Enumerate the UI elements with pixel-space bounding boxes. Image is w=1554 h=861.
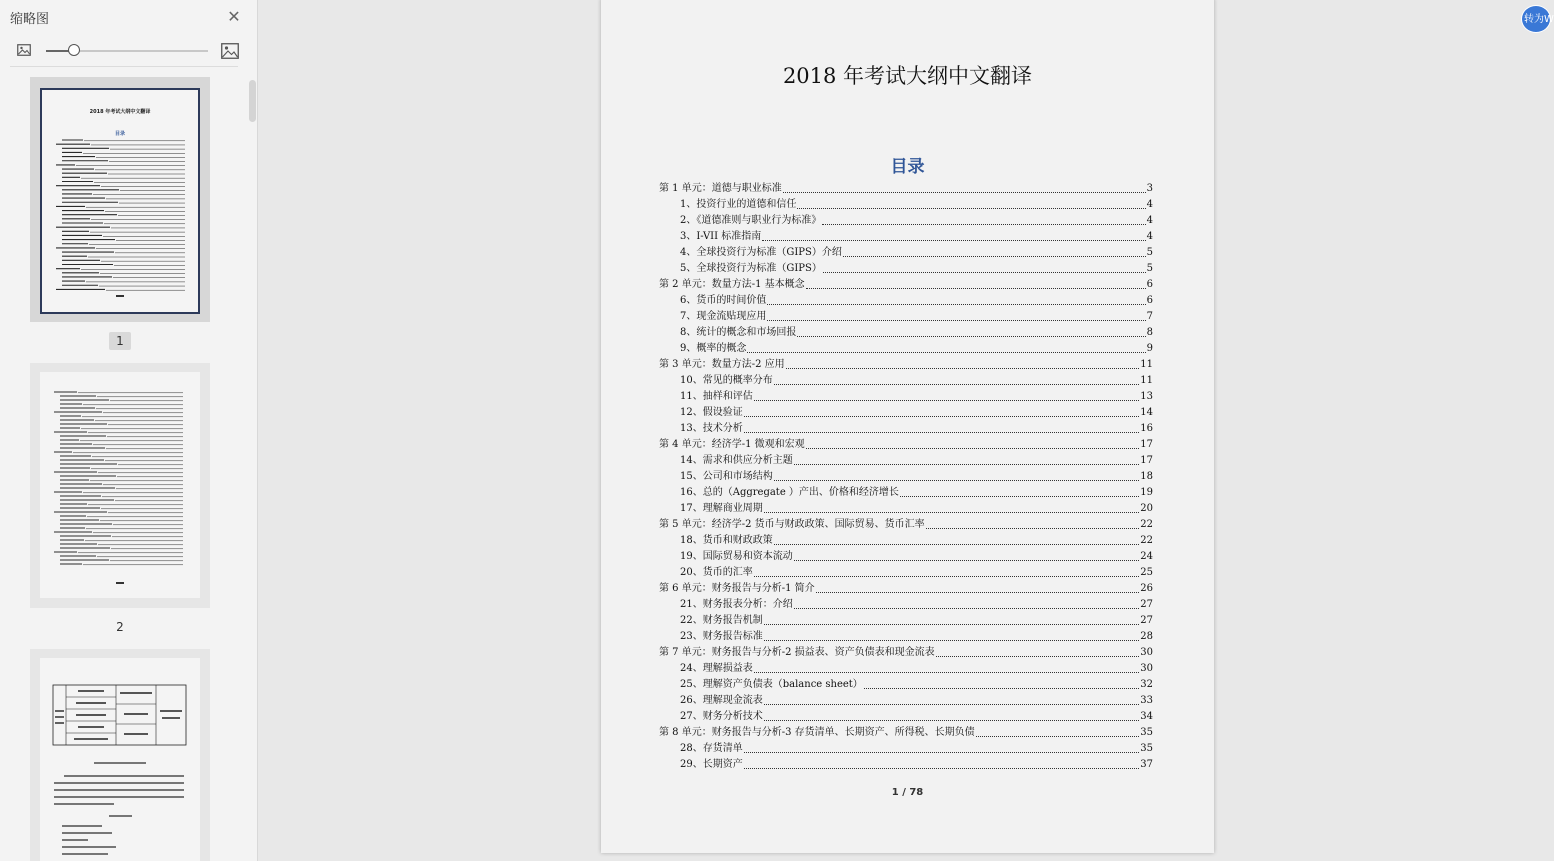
toc-leader-dots <box>764 512 1140 513</box>
toc-entry-label: 3、I-VII 标准指南 <box>680 231 762 242</box>
toc-entry[interactable] <box>659 644 1153 660</box>
toc-entry[interactable] <box>659 372 1153 388</box>
toc-entry[interactable] <box>659 580 1153 596</box>
toc-leader-dots <box>936 656 1140 657</box>
toc-entry-page: 19 <box>1140 487 1153 498</box>
toc-entry-page: 9 <box>1146 343 1153 354</box>
toc-entry-page: 22 <box>1140 519 1153 530</box>
image-small-icon[interactable] <box>17 44 31 56</box>
toc-entry-label: 13、技术分析 <box>680 423 743 434</box>
toc-entry-label: 20、货币的汇率 <box>680 567 753 578</box>
toc-entry-label: 第 7 单元：财务报告与分析-2 损益表、资产负债表和现金流表 <box>659 647 935 658</box>
toc-entry-label: 5、全球投资行为标准（GIPS） <box>680 263 822 274</box>
toc-leader-dots <box>744 752 1140 753</box>
toc-entry-page: 6 <box>1146 279 1153 290</box>
document-page <box>601 0 1214 853</box>
toc-leader-dots <box>767 320 1145 321</box>
toc-entry[interactable] <box>659 564 1153 580</box>
toc-leader-dots <box>774 384 1140 385</box>
toc-leader-dots <box>864 688 1139 689</box>
toc-entry-page: 18 <box>1140 471 1153 482</box>
toc-entry-page: 25 <box>1140 567 1153 578</box>
toc-entry[interactable] <box>659 308 1153 324</box>
toc-entry[interactable] <box>659 196 1153 212</box>
toc-entry[interactable] <box>659 740 1153 756</box>
toc-leader-dots <box>794 560 1140 561</box>
thumbnail-heading: 目录 <box>114 131 125 137</box>
toc-entry-label: 第 2 单元：数量方法-1 基本概念 <box>659 279 805 290</box>
thumbnail-text-lines <box>56 138 188 294</box>
thumbnail-diagram <box>52 684 188 746</box>
toc-leader-dots <box>754 576 1140 577</box>
toc-leader-dots <box>764 624 1140 625</box>
toc-entry-page: 17 <box>1140 439 1153 450</box>
toc-entry-page: 16 <box>1140 423 1153 434</box>
toc-entry[interactable] <box>659 612 1153 628</box>
toc-leader-dots <box>797 336 1145 337</box>
toc-entry-label: 17、理解商业周期 <box>680 503 763 514</box>
toc-entry-label: 1、投资行业的道德和信任 <box>680 199 797 210</box>
toc-leader-dots <box>754 400 1140 401</box>
toc-entry-label: 10、常见的概率分布 <box>680 375 773 386</box>
toc-entry-label: 22、财务报告机制 <box>680 615 763 626</box>
toc-entry[interactable] <box>659 228 1153 244</box>
toc-entry-page: 8 <box>1146 327 1153 338</box>
toc-leader-dots <box>744 432 1140 433</box>
thumbnail-zoom-slider[interactable] <box>46 50 208 52</box>
thumbnail-text-lines <box>54 390 186 560</box>
toc-entry-page: 7 <box>1146 311 1153 322</box>
thumbnail-image <box>40 88 200 314</box>
toc-entry[interactable] <box>659 548 1153 564</box>
toc-entry[interactable] <box>659 468 1153 484</box>
thumbnail-text-lines <box>54 758 186 858</box>
toc-entry-label: 29、长期资产 <box>680 759 743 770</box>
sidebar-divider <box>10 66 238 67</box>
toc-leader-dots <box>764 720 1140 721</box>
toc-entry-label: 24、理解损益表 <box>680 663 753 674</box>
toc-leader-dots <box>744 416 1140 417</box>
toc-entry-label: 28、存货清单 <box>680 743 743 754</box>
toc-entry-page: 11 <box>1140 359 1153 370</box>
toc-entry-page: 13 <box>1140 391 1153 402</box>
toc-entry-page: 14 <box>1140 407 1153 418</box>
thumbnail-page-3[interactable] <box>30 649 210 861</box>
toc-entry-page: 37 <box>1140 759 1153 770</box>
thumbnail-image <box>40 658 200 861</box>
thumbnail-footer <box>116 295 124 297</box>
toc-entry-label: 第 3 单元：数量方法-2 应用 <box>659 359 785 370</box>
toc-leader-dots <box>843 256 1146 257</box>
toc-entry-page: 35 <box>1140 727 1153 738</box>
page-indicator: 1 / 78 <box>891 787 924 798</box>
toc-entry-page: 4 <box>1146 199 1153 210</box>
toc-entry[interactable] <box>659 660 1153 676</box>
thumbnail-sidebar <box>0 0 258 861</box>
toc-entry[interactable] <box>659 420 1153 436</box>
thumbnail-image <box>40 372 200 598</box>
toc-leader-dots <box>744 768 1140 769</box>
toc-entry-label: 4、全球投资行为标准（GIPS）介绍 <box>680 247 842 258</box>
toc-entry-page: 17 <box>1140 455 1153 466</box>
toc-entry-label: 第 1 单元：道德与职业标准 <box>659 183 782 194</box>
toc-entry-page: 27 <box>1140 599 1153 610</box>
toc-entry-page: 3 <box>1146 183 1153 194</box>
toc-entry-label: 27、财务分析技术 <box>680 711 763 722</box>
toc-entry[interactable] <box>659 708 1153 724</box>
image-large-icon[interactable] <box>221 43 239 59</box>
slider-handle[interactable] <box>68 44 80 56</box>
toc-entry-page: 30 <box>1140 663 1153 674</box>
toc-leader-dots <box>764 640 1140 641</box>
toc-heading: 目录 <box>890 157 925 177</box>
toc-entry[interactable] <box>659 388 1153 404</box>
toc-entry-label: 14、需求和供应分析主题 <box>680 455 793 466</box>
toc-leader-dots <box>806 288 1146 289</box>
toc-leader-dots <box>764 704 1140 705</box>
toc-entry-page: 11 <box>1140 375 1153 386</box>
toc-entry-page: 4 <box>1146 231 1153 242</box>
toc-entry-page: 32 <box>1140 679 1153 690</box>
toc-entry[interactable] <box>659 356 1153 372</box>
toc-entry-label: 25、理解资产负债表（balance sheet） <box>680 679 863 690</box>
toc-entry[interactable] <box>659 516 1153 532</box>
document-viewer <box>259 0 1546 861</box>
toc-leader-dots <box>794 464 1140 465</box>
thumbnail-label-1: 1 <box>109 332 131 350</box>
toc-entry[interactable] <box>659 404 1153 420</box>
toc-entry-label: 26、理解现金流表 <box>680 695 763 706</box>
document-title: 2018 年考试大纲中文翻译 <box>782 64 1033 88</box>
toc-entry[interactable] <box>659 484 1153 500</box>
toc-entry[interactable] <box>659 532 1153 548</box>
toc-entry-label: 19、国际贸易和资本流动 <box>680 551 793 562</box>
toc-entry-label: 2、《道德准则与职业行为标准》 <box>680 215 822 226</box>
toc-leader-dots <box>783 192 1146 193</box>
toc-entry-label: 9、概率的概念 <box>680 343 747 354</box>
convert-to-word-button[interactable]: 转为W <box>1521 5 1551 33</box>
toc-leader-dots <box>822 224 1145 225</box>
toc-leader-dots <box>794 608 1140 609</box>
toc-entry[interactable] <box>659 276 1153 292</box>
close-icon[interactable]: ✕ <box>227 7 241 26</box>
sidebar-title: 缩略图 <box>10 12 50 27</box>
toc-entry[interactable] <box>659 676 1153 692</box>
toc-entry-page: 24 <box>1140 551 1153 562</box>
thumbnail-page-2[interactable] <box>30 363 210 608</box>
toc-entry[interactable] <box>659 692 1153 708</box>
toc-entry-label: 第 8 单元：财务报告与分析-3 存货清单、长期资产、所得税、长期负债 <box>659 727 975 738</box>
toc-entry-label: 18、货币和财政政策 <box>680 535 773 546</box>
toc-entry-page: 30 <box>1140 647 1153 658</box>
toc-entry[interactable] <box>659 452 1153 468</box>
toc-entry[interactable] <box>659 436 1153 452</box>
toc-entry-label: 16、总的（Aggregate ）产出、价格和经济增长 <box>680 487 899 498</box>
sidebar-scrollbar[interactable] <box>249 80 256 122</box>
toc-entry-label: 第 6 单元：财务报告与分析-1 简介 <box>659 583 815 594</box>
toc-leader-dots <box>926 528 1140 529</box>
toc-entry-page: 35 <box>1140 743 1153 754</box>
toc-entry-label: 15、公司和市场结构 <box>680 471 773 482</box>
toc-entry-page: 4 <box>1146 215 1153 226</box>
thumbnail-label-2: 2 <box>116 620 124 634</box>
toc-entry[interactable] <box>659 212 1153 228</box>
toc-entry[interactable] <box>659 628 1153 644</box>
toc-entry-page: 28 <box>1140 631 1153 642</box>
toc-entry-label: 23、财务报告标准 <box>680 631 763 642</box>
toc-entry-page: 5 <box>1146 263 1153 274</box>
toc-leader-dots <box>823 272 1146 273</box>
toc-leader-dots <box>797 208 1145 209</box>
toc-entry[interactable] <box>659 180 1153 196</box>
toc-entry[interactable] <box>659 292 1153 308</box>
toc-entry[interactable] <box>659 756 1153 772</box>
toc-leader-dots <box>754 672 1140 673</box>
toc-entry-page: 5 <box>1146 247 1153 258</box>
toc-entry-label: 21、财务报表分析：介绍 <box>680 599 793 610</box>
toc-entry-label: 12、假设验证 <box>680 407 743 418</box>
toc-leader-dots <box>976 736 1140 737</box>
toc-leader-dots <box>806 448 1140 449</box>
toc-leader-dots <box>900 496 1139 497</box>
toc-leader-dots <box>747 352 1145 353</box>
thumbnail-title: 2018 年考试大纲中文翻译 <box>89 109 151 115</box>
toc-entry[interactable] <box>659 340 1153 356</box>
toc-entry-page: 26 <box>1140 583 1153 594</box>
table-of-contents <box>659 180 1153 772</box>
toc-entry-label: 第 5 单元：经济学-2 货币与财政政策、国际贸易、货币汇率 <box>659 519 925 530</box>
toc-entry-label: 6、货币的时间价值 <box>680 295 767 306</box>
thumbnail-page-1[interactable] <box>30 77 210 322</box>
toc-entry[interactable] <box>659 596 1153 612</box>
toc-leader-dots <box>767 304 1145 305</box>
toc-entry-page: 20 <box>1140 503 1153 514</box>
toc-entry-label: 第 4 单元：经济学-1 微观和宏观 <box>659 439 805 450</box>
toc-leader-dots <box>762 240 1145 241</box>
toc-leader-dots <box>774 544 1140 545</box>
toc-entry-page: 34 <box>1140 711 1153 722</box>
toc-entry[interactable] <box>659 260 1153 276</box>
toc-entry[interactable] <box>659 724 1153 740</box>
toc-entry-label: 7、现金流贴现应用 <box>680 311 767 322</box>
toc-entry[interactable] <box>659 244 1153 260</box>
toc-entry-label: 11、抽样和评估 <box>680 391 753 402</box>
toc-entry-label: 8、统计的概念和市场回报 <box>680 327 797 338</box>
toc-entry-page: 6 <box>1146 295 1153 306</box>
toc-entry-page: 22 <box>1140 535 1153 546</box>
toc-leader-dots <box>816 592 1140 593</box>
toc-leader-dots <box>774 480 1140 481</box>
toc-entry-page: 33 <box>1140 695 1153 706</box>
toc-entry[interactable] <box>659 500 1153 516</box>
toc-leader-dots <box>786 368 1140 369</box>
toc-entry-page: 27 <box>1140 615 1153 626</box>
toc-entry[interactable] <box>659 324 1153 340</box>
thumbnail-footer <box>116 582 124 584</box>
